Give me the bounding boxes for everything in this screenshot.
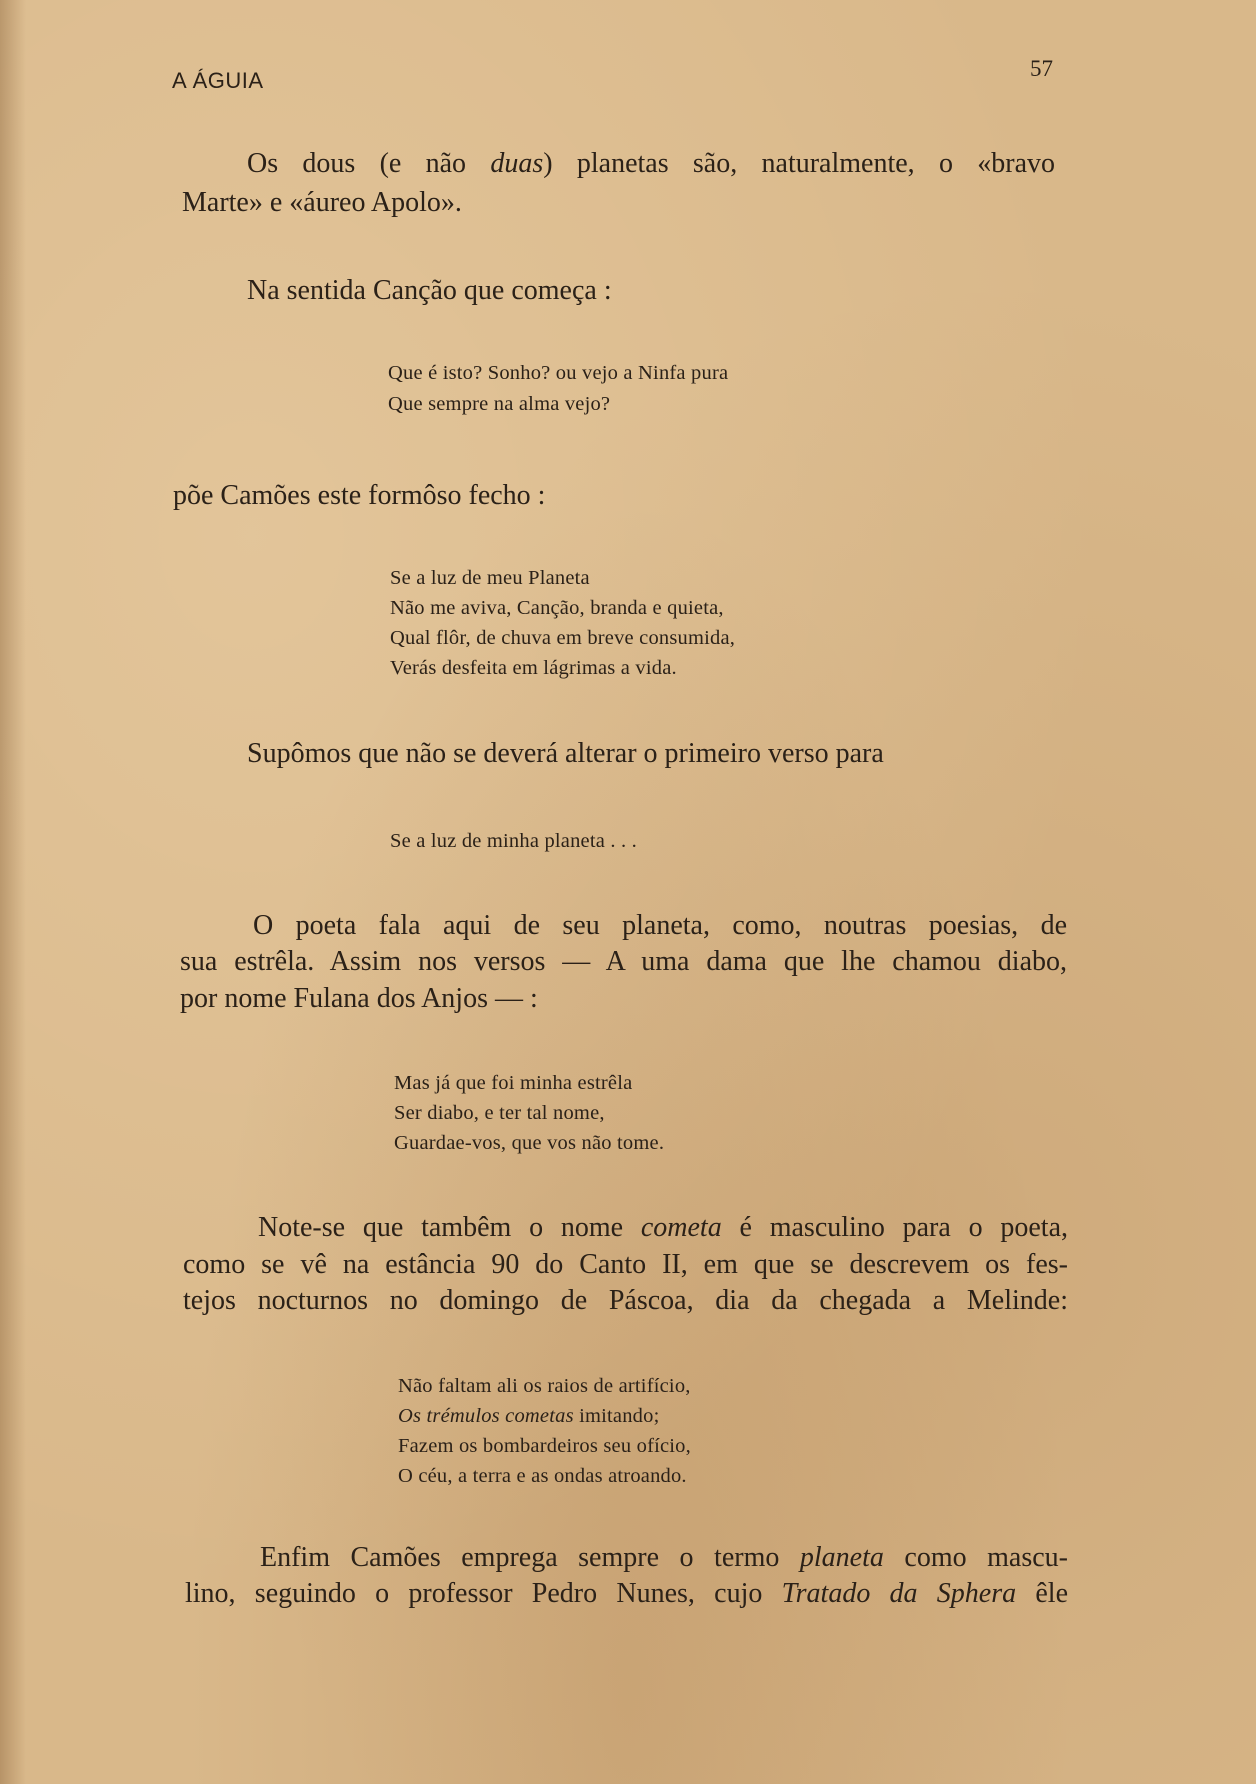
paragraph-3-line-1: põe Camões este formôso fecho :	[173, 480, 546, 511]
paragraph-6-line-3: tejos nocturnos no domingo de Páscoa, dia da chegada a Melinde:	[183, 1285, 1068, 1316]
verse-5-line-1: Não faltam ali os raios de artifício,	[398, 1375, 691, 1397]
italic-term-cometa: cometa	[640, 1212, 722, 1243]
paragraph-6-line-2: como se vê na estância 90 do Canto II, em que se descrevem os fes-	[183, 1249, 1068, 1280]
verse-4-line-2: Ser diabo, e ter tal nome,	[394, 1102, 605, 1124]
paragraph-1-line-2: Marte» e «áureo Apolo».	[182, 187, 462, 218]
page-number: 57	[1030, 56, 1053, 81]
running-header-title: A ÁGUIA	[172, 68, 264, 93]
paragraph-5-line-1: O poeta fala aqui de seu planeta, como, noutras poesias, de	[253, 910, 1067, 941]
verse-5-line-3: Fazem os bombardeiros seu ofício,	[398, 1435, 691, 1457]
verse-1-line-2: Que sempre na alma vejo?	[388, 393, 611, 415]
paragraph-5-line-3: por nome Fulana dos Anjos — :	[180, 983, 538, 1014]
verse-1-line-1: Que é isto? Sonho? ou vejo a Ninfa pura	[388, 362, 729, 384]
page-edge-shadow	[0, 0, 26, 1784]
paragraph-6-line-1: Note-se que tambêm o nome cometa é masculino para o poeta,	[258, 1212, 1068, 1243]
verse-5-line-2: Os trémulos cometas imitando;	[398, 1405, 660, 1427]
verse-2-line-4: Verás desfeita em lágrimas a vida.	[390, 657, 677, 679]
verse-3-line-1: Se a luz de minha planeta . . .	[390, 830, 637, 852]
italic-title-tratado-da-sphera: Tratado da Sphera	[781, 1578, 1017, 1609]
paragraph-1-line-1: Os dous (e não duas) planetas são, naturalmente, o «bravo	[247, 148, 1055, 179]
italic-term-duas: duas	[490, 148, 544, 179]
italic-term-planeta: planeta	[799, 1542, 884, 1573]
paragraph-7-line-2: lino, seguindo o professor Pedro Nunes, cujo Tratado da Sphera êle	[185, 1578, 1068, 1609]
paragraph-4-line-1: Supômos que não se deverá alterar o primeiro verso para	[247, 738, 884, 769]
verse-4-line-3: Guardae-vos, que vos não tome.	[394, 1132, 665, 1154]
verse-2-line-1: Se a luz de meu Planeta	[390, 567, 590, 589]
italic-phrase-tremulos-cometas: Os trémulos cometas	[398, 1405, 574, 1427]
verse-5-line-4: O céu, a terra e as ondas atroando.	[398, 1465, 687, 1487]
paragraph-7-line-1: Enfim Camões emprega sempre o termo planeta como mascu-	[260, 1542, 1068, 1573]
verse-2-line-3: Qual flôr, de chuva em breve consumida,	[390, 627, 736, 649]
verse-4-line-1: Mas já que foi minha estrêla	[394, 1072, 633, 1094]
paragraph-2-line-1: Na sentida Canção que começa :	[247, 275, 612, 306]
verse-2-line-2: Não me aviva, Canção, branda e quieta,	[390, 597, 724, 619]
paragraph-5-line-2: sua estrêla. Assim nos versos — A uma dama que lhe chamou diabo,	[180, 946, 1067, 977]
